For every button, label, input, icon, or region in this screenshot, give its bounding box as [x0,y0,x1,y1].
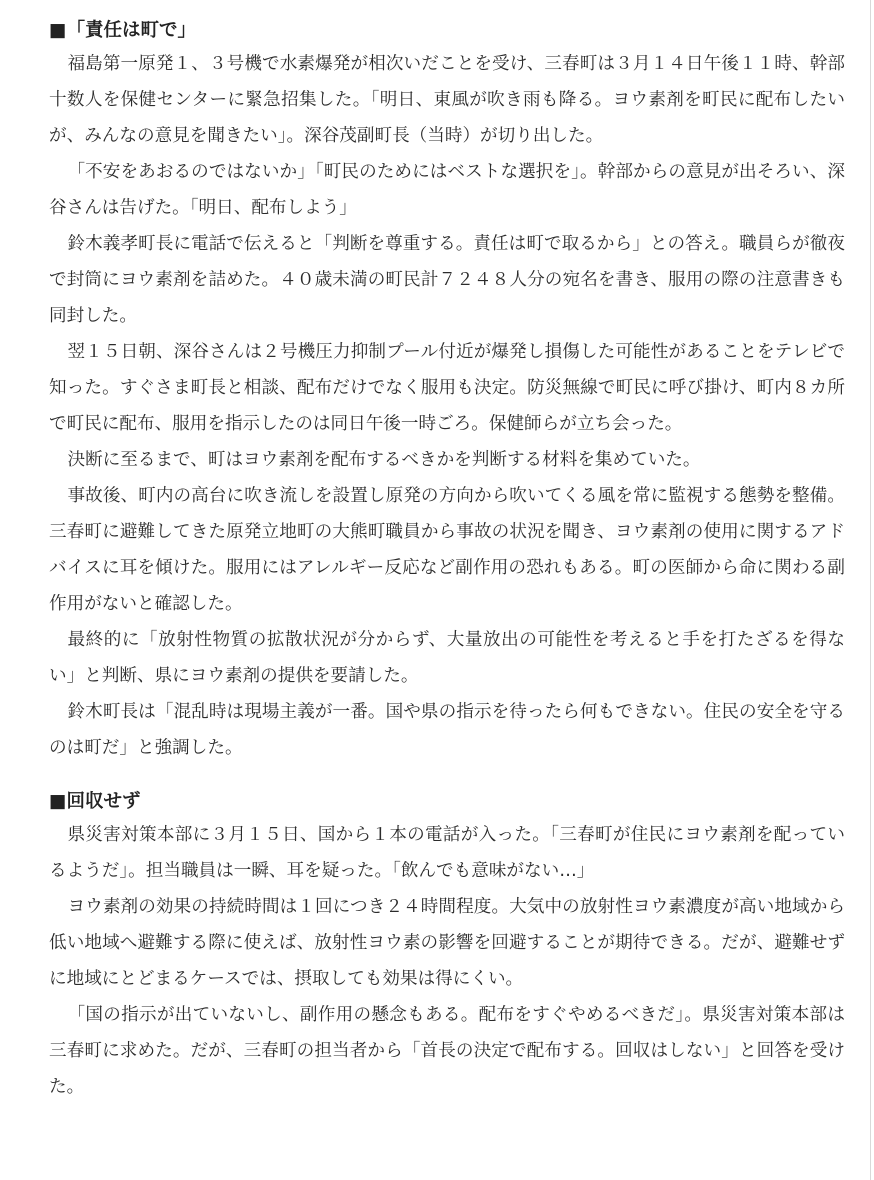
paragraph: 「国の指示が出ていないし、副作用の懸念もある。配布をすぐやめるべきだ」。県災害対策本部は三春町に求めた。だが、三春町の担当者から「首長の決定で配布する。回収はしない」と回答を受けた。 [49,1005,845,1097]
section-responsibility [49,16,845,766]
paragraph: ヨウ素剤の効果の持続時間は１回につき２４時間程度。大気中の放射性ヨウ素濃度が高い地域から低い地域へ避難する際に使えば、放射性ヨウ素の影響を回避することが期待できる。だが、避難せずに地域にとどまるケースでは、摂取しても効果は得にくい。 [49,897,845,989]
section-heading: ■「責任は町で」 [49,20,196,41]
paragraph: 福島第一原発１、３号機で水素爆発が相次いだことを受け、三春町は３月１４日午後１１時、幹部十数人を保健センターに緊急招集した。「明日、東風が吹き雨も降る。ヨウ素剤を町民に配布したいが、みんなの意見を聞きたい」。深谷茂副町長（当時）が切り出した。 [49,54,845,146]
paragraph: 「不安をあおるのではないか」「町民のためにはベストな選択を」。幹部からの意見が出そろい、深谷さんは告げた。「明日、配布しよう」 [49,162,845,218]
paragraph: 事故後、町内の高台に吹き流しを設置し原発の方向から吹いてくる風を常に監視する態勢を整備。三春町に避難してきた原発立地町の大熊町職員から事故の状況を聞き、ヨウ素剤の使用に関するアドバイスに耳を傾けた。服用にはアレルギー反応など副作用の恐れもある。町の医師から命に関わる副作用がないと確認した。 [49,486,845,614]
paragraph: 最終的に「放射性物質の拡散状況が分からず、大量放出の可能性を考えると手を打たざるを得ない」と判断、県にヨウ素剤の提供を要請した。 [49,630,845,686]
paragraph: 翌１５日朝、深谷さんは２号機圧力抑制プール付近が爆発し損傷した可能性があることをテレビで知った。すぐさま町長と相談、配布だけでなく服用も決定。防災無線で町民に呼び掛け、町内８カ所で町民に配布、服用を指示したのは同日午後一時ごろ。保健師らが立ち会った。 [49,342,845,434]
paragraph: 鈴木町長は「混乱時は現場主義が一番。国や県の指示を待ったら何もできない。住民の安全を守るのは町だ」と強調した。 [49,702,845,758]
article-body [49,16,845,1105]
section-heading: ■回収せず [49,791,141,812]
paragraph: 決断に至るまで、町はヨウ素剤を配布するべきかを判断する材料を集めていた。 [67,450,701,470]
paragraph: 県災害対策本部に３月１５日、国から１本の電話が入った。「三春町が住民にヨウ素剤を配っているようだ」。担当職員は一瞬、耳を疑った。「飲んでも意味がない…」 [49,825,845,881]
paragraph: 鈴木義孝町長に電話で伝えると「判断を尊重する。責任は町で取るから」との答え。職員らが徹夜で封筒にヨウ素剤を詰めた。４０歳未満の町民計７２４８人分の宛名を書き、服用の際の注意書きも同封した。 [49,234,845,326]
page-border [870,0,871,1180]
section-no-recall [49,787,845,1105]
